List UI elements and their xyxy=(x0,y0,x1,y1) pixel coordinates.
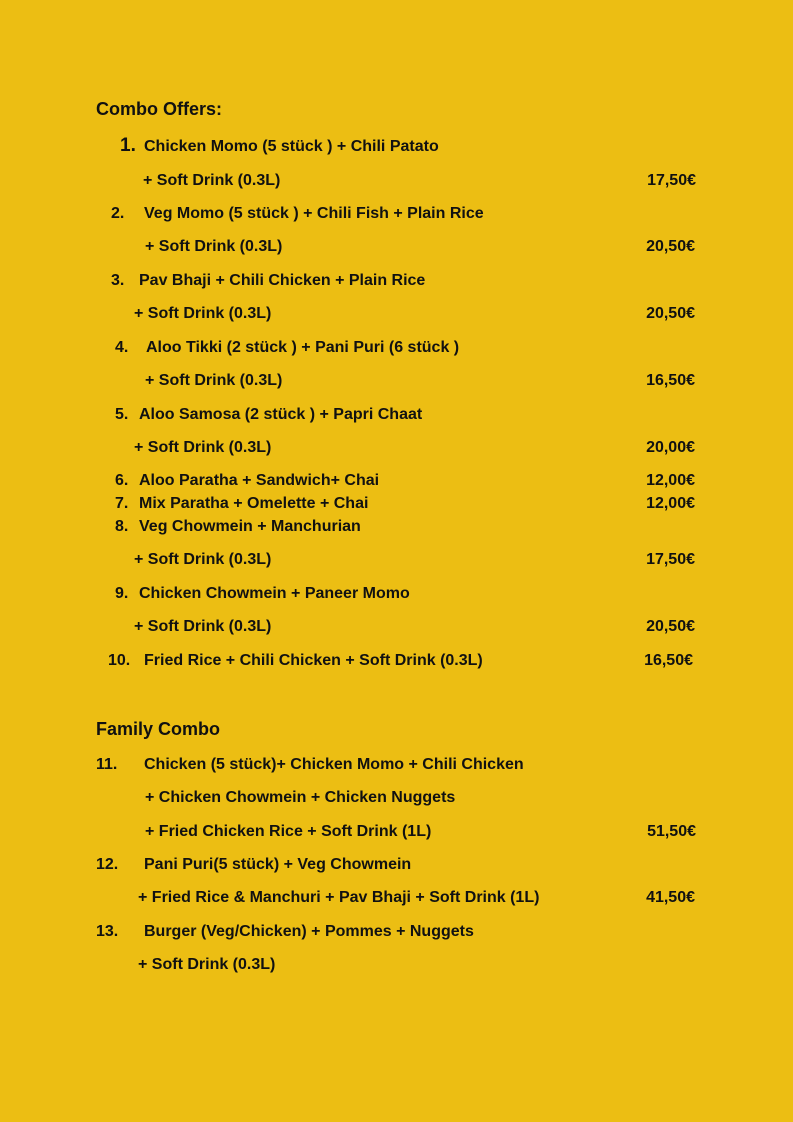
item-price: 20,50€ xyxy=(646,238,695,255)
item-description: Pani Puri(5 stück) + Veg Chowmein xyxy=(144,856,412,873)
item-description-continued: + Fried Rice & Manchuri + Pav Bhaji + Soft Drink (1L) xyxy=(138,889,540,906)
item-number: 4. xyxy=(115,339,129,356)
item-description: Chicken Momo (5 stück ) + Chili Patato xyxy=(144,138,439,155)
item-description: Chicken (5 stück)+ Chicken Momo + Chili Chicken xyxy=(144,756,524,773)
item-description-continued: + Soft Drink (0.3L) xyxy=(134,305,272,322)
combo-offers-heading: Combo Offers: xyxy=(96,99,222,119)
item-number: 1. xyxy=(120,135,136,156)
item-price: 17,50€ xyxy=(646,551,695,568)
item-number: 3. xyxy=(111,272,125,289)
item-description-continued: + Soft Drink (0.3L) xyxy=(143,172,281,189)
item-description-continued: + Soft Drink (0.3L) xyxy=(145,238,283,255)
item-price: 20,00€ xyxy=(646,439,695,456)
item-description-continued: + Soft Drink (0.3L) xyxy=(134,618,272,635)
item-number: 5. xyxy=(115,406,129,423)
item-price: 16,50€ xyxy=(644,652,693,669)
item-price: 12,00€ xyxy=(646,472,695,489)
item-number: 11. xyxy=(96,756,118,773)
item-number: 8. xyxy=(115,518,129,535)
item-number: 12. xyxy=(96,856,119,873)
item-number: 2. xyxy=(111,205,125,222)
item-description: Aloo Tikki (2 stück ) + Pani Puri (6 stück ) xyxy=(146,339,460,356)
item-description: Burger (Veg/Chicken) + Pommes + Nuggets xyxy=(144,923,474,940)
item-description-continued: + Chicken Chowmein + Chicken Nuggets xyxy=(145,789,456,806)
item-description-continued: + Soft Drink (0.3L) xyxy=(134,551,272,568)
item-number: 10. xyxy=(108,652,131,669)
item-description: Mix Paratha + Omelette + Chai xyxy=(139,495,369,512)
item-description-continued: + Soft Drink (0.3L) xyxy=(134,439,272,456)
item-price: 20,50€ xyxy=(646,305,695,322)
item-number: 13. xyxy=(96,923,119,940)
item-price: 16,50€ xyxy=(646,372,695,389)
item-description: Fried Rice + Chili Chicken + Soft Drink (0.3L) xyxy=(144,652,483,669)
item-description: Chicken Chowmein + Paneer Momo xyxy=(139,585,410,602)
item-description: Aloo Paratha + Sandwich+ Chai xyxy=(139,472,380,489)
item-price: 17,50€ xyxy=(647,172,696,189)
item-number: 6. xyxy=(115,472,129,489)
item-price: 12,00€ xyxy=(646,495,695,512)
item-number: 9. xyxy=(115,585,129,602)
item-description-continued: + Fried Chicken Rice + Soft Drink (1L) xyxy=(145,823,432,840)
item-description: Veg Chowmein + Manchurian xyxy=(139,518,361,535)
item-number: 7. xyxy=(115,495,129,512)
item-description-continued: + Soft Drink (0.3L) xyxy=(138,956,276,973)
family-combo-heading: Family Combo xyxy=(96,719,221,739)
item-description: Veg Momo (5 stück ) + Chili Fish + Plain Rice xyxy=(144,205,484,222)
item-price: 51,50€ xyxy=(647,823,696,840)
item-description-continued: + Soft Drink (0.3L) xyxy=(145,372,283,389)
item-price: 20,50€ xyxy=(646,618,695,635)
item-description: Aloo Samosa (2 stück ) + Papri Chaat xyxy=(139,406,423,423)
item-price: 41,50€ xyxy=(646,889,695,906)
item-description: Pav Bhaji + Chili Chicken + Plain Rice xyxy=(139,272,426,289)
